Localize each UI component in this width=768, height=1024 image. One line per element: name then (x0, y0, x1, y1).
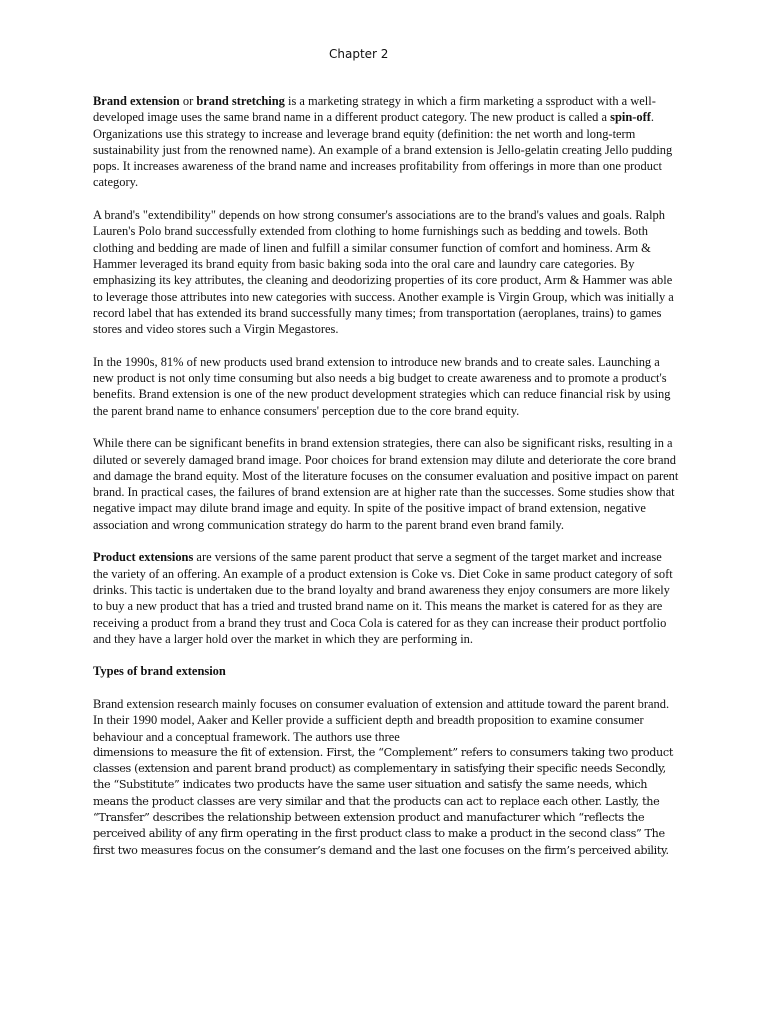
term-product-extensions: Product extensions (93, 550, 194, 565)
paragraph-text: are versions of the same parent product that serve a segment of the target market and increase the variety of an offering. An example of a product extension is Coke vs. Diet Coke in same product category of soft drinks. This tactic is undertaken due to the brand loyalty and brand awareness they enjoy consumers are more likely to buy a new product that has a tried and trusted brand name on it. This means the market is catered for as they are receiving a product from a brand they trust and Coca Cola is catered for as they can increase their product portfolio and they have a larger hold over the market in which they are performing in. (93, 550, 673, 646)
paragraph-text: is a marketing strategy in which a firm marketing a ssproduct with a well-developed image uses the same brand name in a different product category. The new product is called a (93, 94, 656, 125)
paragraph-extendibility: A brand's "extendibility" depends on how strong consumer's associations are to the brand's values and goals. Ralph Lauren's Polo brand successfully extended from clothing to home furnishings such as bedding and towels. Both clothing and bedding are made of linen and fulfill a similar consumer function of comfort and hominess. Arm & Hammer leveraged its brand equity from basic baking soda into the oral care and laundry care categories. By emphasizing its key attributes, the cleaning and deodorizing properties of its core product, Arm & Hammer was able to leverage those attributes into new categories with success. Another example is Virgin Group, which was initially a record label that has extended its brand successfully many times; from transportation (aeroplanes, trains) to games stores and video stores such a Virgin Megastores. (93, 208, 674, 337)
heading-types-of-brand-extension: Types of brand extension (93, 664, 226, 679)
paragraph-text: or (179, 94, 197, 108)
paragraph-1990s: In the 1990s, 81% of new products used brand extension to introduce new brands and to create sales. Launching a new product is not only time consuming but also needs a big budget to create awareness and to promote a product's benefits. Brand extension is one of the new product development strategies which can reduce financial risk by using the parent brand name to enhance consumers' perception due to the core brand equity. (93, 354, 671, 418)
term-brand-stretching: brand stretching (196, 94, 285, 108)
paragraph-research (93, 696, 679, 859)
paragraph-product-extensions (93, 549, 679, 647)
paragraph-text: . Organizations use this strategy to increase and leverage brand equity (definition: the net worth and long-term sustainability just from the renowned name). An example of a brand extension is Jello-gelatin creating Jello pudding pops. It increases awareness of the brand name and increases profitability from offerings in more than one product category. (93, 110, 673, 190)
term-brand-extension: Brand extension (93, 94, 180, 108)
paragraph-risks: While there can be significant benefits in brand extension strategies, there can also be significant risks, resulting in a diluted or severely damaged brand image. Poor choices for brand extension may dilute and deteriorate the core brand and damage the brand equity. Most of the literature focuses on the consumer evaluation and positive impact on parent brand. In practical cases, the failures of brand extension are at higher rate than the successes. Some studies show that negative impact may dilute brand image and equity. In spite of the positive impact of brand extension, negative association and wrong communication strategy do harm to the parent brand even brand family. (93, 436, 679, 532)
paragraph-research-part1: Brand extension research mainly focuses on consumer evaluation of extension and attitude toward the parent brand. In their 1990 model, Aaker and Keller provide a sufficient depth and breadth proposition to examine consumer behaviour and a conceptual framework. The authors use three (93, 696, 670, 744)
term-spin-off: spin-off (610, 110, 651, 125)
chapter-title: Chapter 2 (329, 47, 389, 61)
paragraph-research-part2: dimensions to measure the fit of extension. First, the “Complement” refers to consumers taking two product classes (extension and parent brand product) as complementary in satisfying their specific needs Secondly, the “Substitute” indicates two products have the same user situation and satisfy the same needs, which means the product classes are very similar and that the products can act to replace each other. Lastly, the “Transfer” describes the relationship between extension product and manufacturer which “reflects the perceived ability of any firm operating in the first product class to make a product in the second class” The first two measures focus on the consumer’s demand and the last one focuses on the firm’s perceived ability. (93, 745, 673, 857)
document-body (93, 93, 679, 859)
paragraph-brand-extension (93, 93, 679, 191)
